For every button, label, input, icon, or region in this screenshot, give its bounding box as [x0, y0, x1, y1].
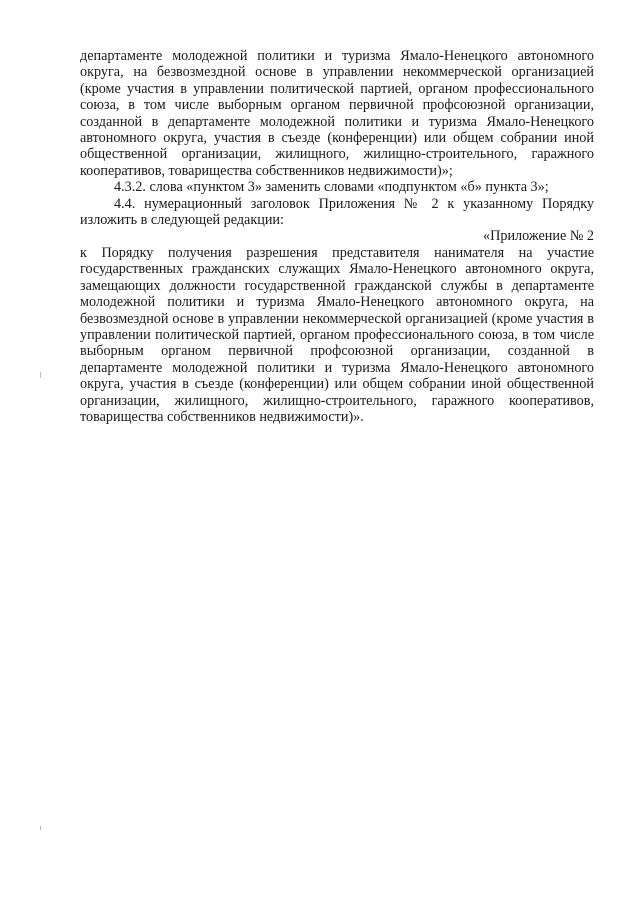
scan-artifact — [40, 826, 41, 830]
scan-artifact — [40, 372, 41, 378]
appendix-body-paragraph: к Порядку получения разрешения представителя нанимателя на участие государственных гражданских служащих Ямало-Ненецкого автономного округа, замещающих должности государственной гражданской службы в департаменте молодежной политики и туризма Ямало-Ненецкого автономного округа, на безвозмездной основе в управлении некоммерческой организацией (кроме участия в управлении политической партией, органом профессионального союза, в том числе выборным органом первичной профсоюзной организации, созданной в департаменте молодежной политики и туризма Ямало-Ненецкого автономного округа, участия в съезде (конференции) или общем собрании иной общественной организации, жилищного, жилищно-строительного, гаражного кооперативов, товарищества собственников недвижимости)». — [80, 244, 594, 425]
item-4-4-paragraph: 4.4. нумерационный заголовок Приложения № 2 к указанному Порядку изложить в следующей редакции: — [80, 195, 594, 229]
item-4-3-2-paragraph: 4.3.2. слова «пунктом 3» заменить словами «подпунктом «б» пункта 3»; — [114, 179, 549, 196]
continuation-paragraph: департаменте молодежной политики и туризма Ямало-Ненецкого автономного округа, на безвозмездной основе в управлении некоммерческой организацией (кроме участия в управлении политической партией, органом профессионального союза, в том числе выборным органом первичной профсоюзной организации, созданной в департаменте молодежной политики и туризма Ямало-Ненецкого автономного округа, участия в съезде (конференции) или общем собрании иной общественной организации, жилищного, жилищно-строительного, гаражного кооперативов, товарищества собственников недвижимости)»; — [80, 48, 594, 179]
appendix-heading: «Приложение № 2 — [483, 228, 594, 245]
document-text — [80, 48, 594, 425]
